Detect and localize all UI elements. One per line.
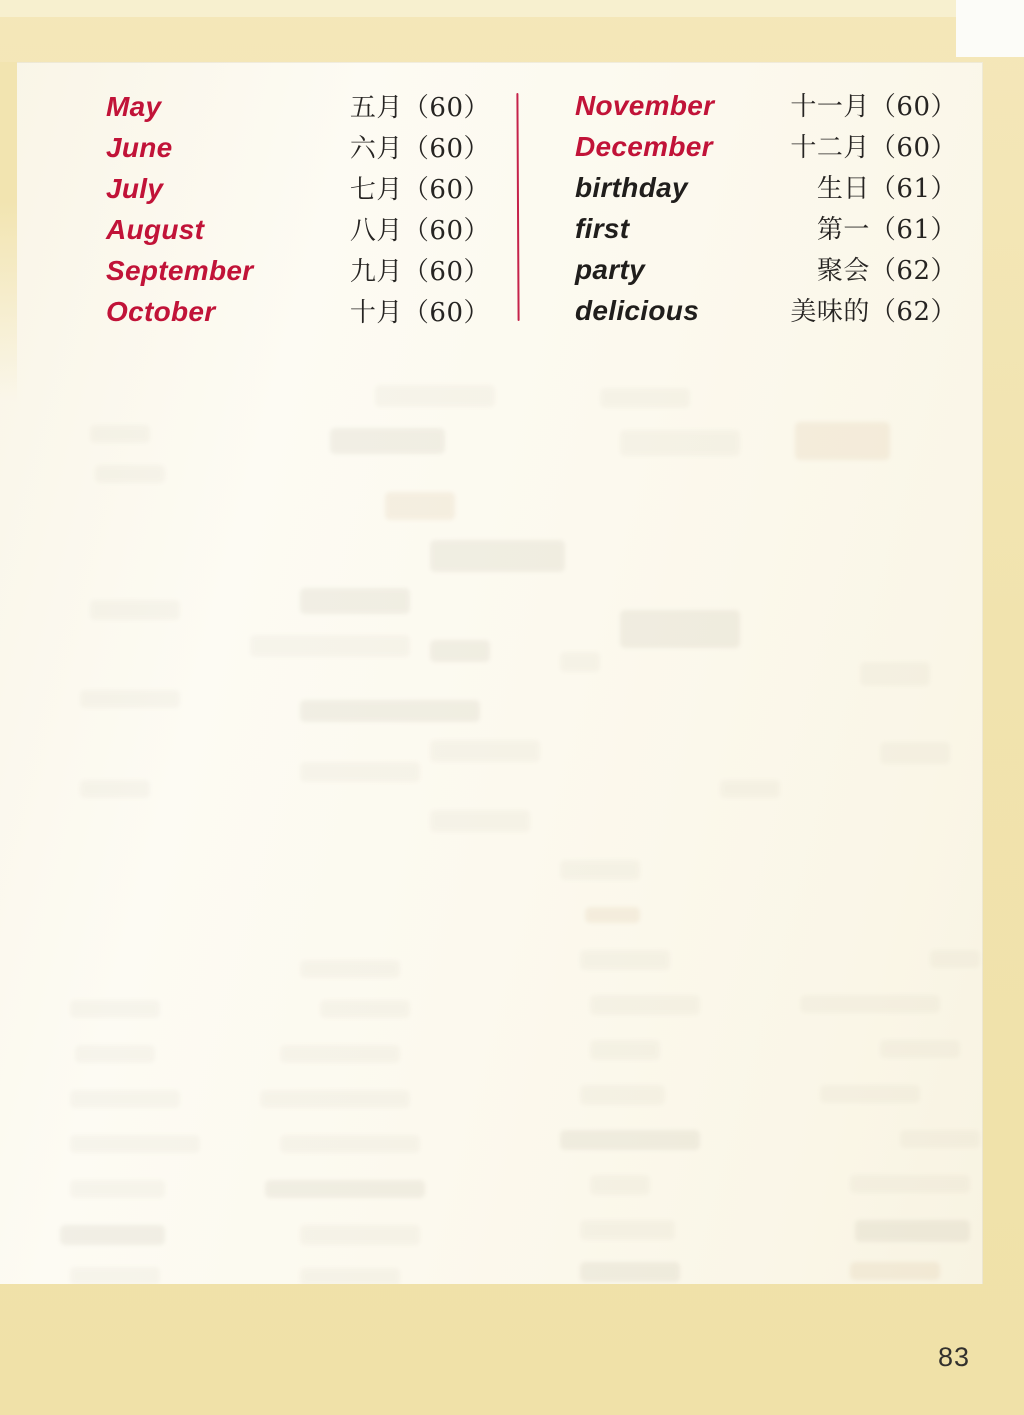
chinese-translation: 五月（60） (349, 93, 490, 123)
column-divider-line (516, 93, 519, 321)
chinese-translation: 八月（60） (349, 216, 490, 246)
show-through-smudge (300, 1225, 420, 1245)
show-through-smudge (250, 635, 410, 657)
chinese-translation: 七月（60） (349, 175, 490, 205)
show-through-smudge (300, 960, 400, 978)
vocab-entry (575, 85, 957, 126)
show-through-smudge (300, 1268, 400, 1284)
show-through-smudge (850, 1175, 970, 1193)
english-word: first (575, 213, 630, 244)
page-reference: （60） (402, 298, 490, 328)
show-through-smudge (385, 492, 455, 520)
show-through-smudge (560, 1130, 700, 1150)
page-reference: （60） (402, 175, 490, 205)
show-through-smudge (300, 588, 410, 614)
scan-corner-white (956, 0, 1024, 57)
page-reference: （62） (869, 256, 957, 286)
page-reference: （60） (402, 134, 490, 164)
show-through-smudge (590, 1040, 660, 1060)
show-through-smudge (560, 860, 640, 880)
show-through-smudge (720, 780, 780, 798)
chinese-translation: 美味的（62） (790, 297, 957, 327)
show-through-smudge (330, 428, 445, 454)
show-through-smudge (70, 1267, 160, 1284)
show-through-smudge (620, 610, 740, 648)
show-through-smudge (880, 742, 950, 764)
show-through-smudge (580, 1220, 675, 1240)
show-through-smudge (580, 1262, 680, 1282)
vocab-entry (106, 291, 490, 332)
page-reference: （61） (869, 174, 957, 204)
show-through-smudge (95, 465, 165, 483)
page-reference: （60） (402, 257, 490, 287)
show-through-smudge (300, 700, 480, 722)
show-through-smudge (430, 640, 490, 662)
english-word: party (575, 254, 645, 285)
show-through-smudge (600, 388, 690, 408)
show-through-smudge (90, 425, 150, 443)
vocab-entry (575, 249, 957, 290)
vocab-entry (106, 209, 490, 250)
show-through-smudge (60, 1225, 165, 1245)
show-through-smudge (855, 1220, 970, 1242)
show-through-smudge (800, 995, 940, 1013)
show-through-smudge (560, 652, 600, 672)
chinese-translation: 第一（61） (816, 215, 957, 245)
vocab-column-left (106, 86, 490, 332)
show-through-smudge (620, 430, 740, 456)
chinese-translation: 生日（61） (816, 174, 957, 204)
english-word: delicious (575, 295, 700, 326)
show-through-smudge (580, 950, 670, 970)
vocab-entry (106, 86, 490, 127)
vocab-entry (575, 208, 957, 249)
english-word: May (106, 91, 162, 122)
show-through-smudge (795, 422, 890, 460)
vocab-entry (575, 290, 957, 331)
page-reference: （60） (402, 93, 490, 123)
show-through-smudge (280, 1045, 400, 1063)
show-through-smudge (430, 810, 530, 832)
show-through-smudge (70, 1090, 180, 1108)
show-through-smudge (70, 1000, 160, 1018)
show-through-smudge (585, 907, 640, 923)
show-through-smudge (80, 690, 180, 708)
show-through-smudge (430, 740, 540, 762)
show-through-smudge (930, 950, 980, 968)
chinese-translation: 十二月（60） (790, 133, 957, 163)
vocab-entry (106, 127, 490, 168)
show-through-smudge (590, 995, 700, 1015)
chinese-translation: 六月（60） (349, 134, 490, 164)
english-word: September (106, 255, 254, 286)
page-reference: （60） (869, 92, 957, 122)
show-through-smudge (300, 762, 420, 782)
english-word: July (106, 173, 164, 204)
chinese-translation: 十月（60） (349, 298, 490, 328)
show-through-smudge (70, 1135, 200, 1153)
show-through-smudge (75, 1045, 155, 1063)
english-word: birthday (575, 172, 688, 203)
vocab-entry (106, 168, 490, 209)
show-through-smudge (280, 1135, 420, 1153)
show-through-smudge (80, 780, 150, 798)
chinese-translation: 聚会（62） (816, 256, 957, 286)
show-through-smudge (70, 1180, 165, 1198)
english-word: August (106, 214, 205, 245)
show-through-smudge (430, 540, 565, 572)
page-margin-left-fade (0, 62, 17, 402)
page-reference: （60） (869, 133, 957, 163)
show-through-smudge (820, 1085, 920, 1103)
show-through-smudge (320, 1000, 410, 1018)
show-through-smudge (260, 1090, 410, 1108)
page-reference: （61） (869, 215, 957, 245)
show-through-smudge (860, 662, 930, 686)
show-through-smudge (900, 1130, 980, 1148)
vocab-column-right (575, 85, 957, 331)
show-through-smudge (90, 600, 180, 620)
show-through-smudge (850, 1262, 940, 1280)
chinese-translation: 十一月（60） (790, 92, 957, 122)
show-through-smudge (375, 385, 495, 407)
english-word: June (106, 132, 173, 163)
page-reference: （62） (869, 297, 957, 327)
show-through-smudge (580, 1085, 665, 1105)
english-word: October (106, 296, 216, 327)
book-page (0, 62, 983, 1284)
english-word: November (575, 90, 715, 121)
vocab-entry (106, 250, 490, 291)
show-through-smudge (880, 1040, 960, 1058)
vocab-entry (575, 167, 957, 208)
english-word: December (575, 131, 713, 162)
show-through-smudge (265, 1180, 425, 1198)
page-number: 83 (938, 1342, 971, 1372)
page-margin-top-strip (0, 0, 956, 17)
page-reference: （60） (402, 216, 490, 246)
chinese-translation: 九月（60） (349, 257, 490, 287)
show-through-smudge (590, 1175, 650, 1195)
vocab-entry (575, 126, 957, 167)
